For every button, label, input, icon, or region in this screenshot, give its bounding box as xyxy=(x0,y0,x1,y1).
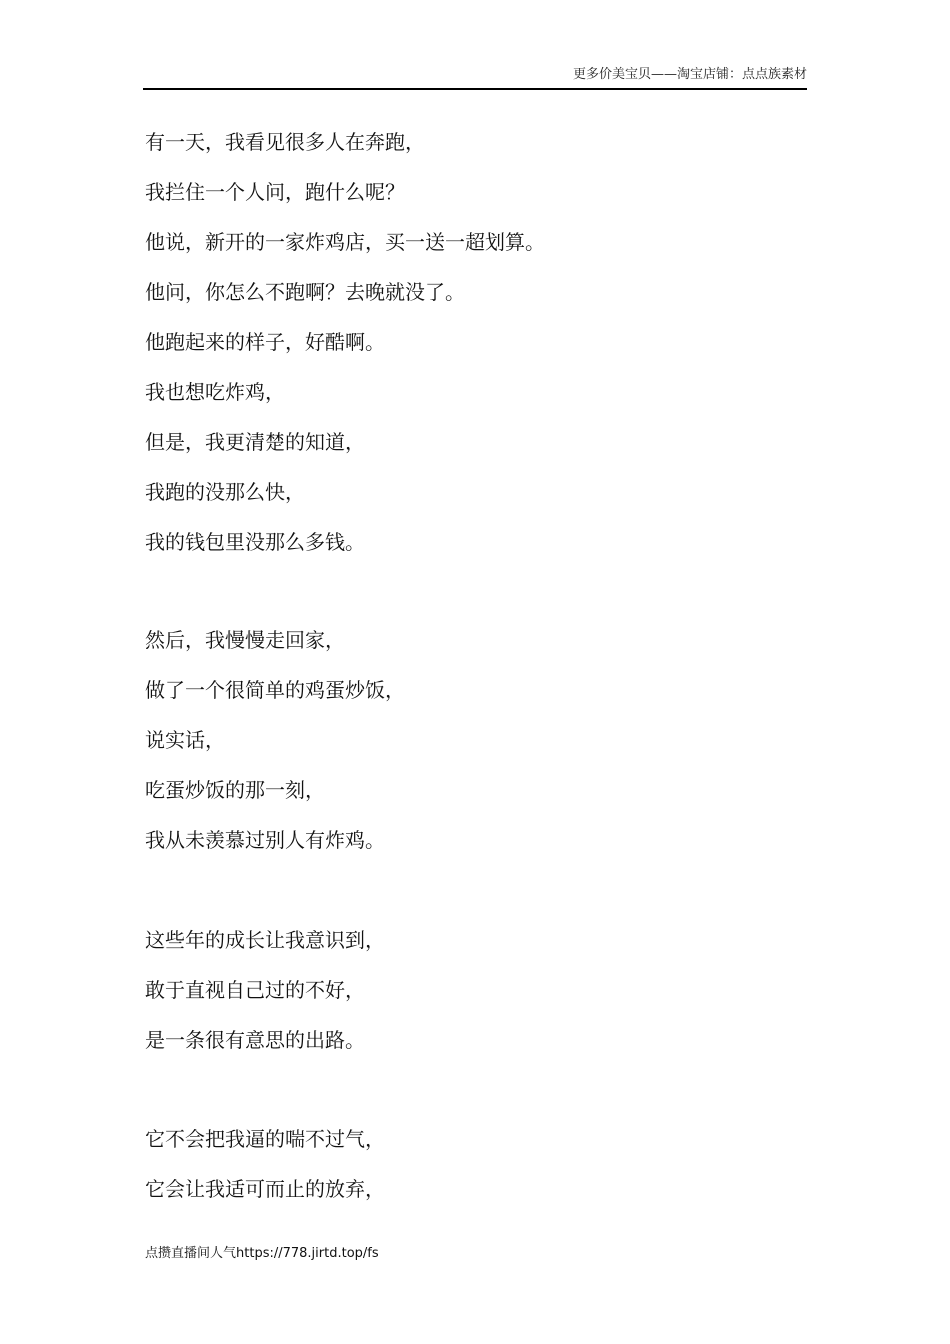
body-line: 吃蛋炒饭的那一刻， xyxy=(145,778,325,802)
page-header xyxy=(143,66,807,90)
body-line: 我的钱包里没那么多钱。 xyxy=(145,530,365,554)
body-line: 说实话， xyxy=(145,728,225,752)
body-line: 然后，我慢慢走回家， xyxy=(145,628,345,652)
body-line: 做了一个很简单的鸡蛋炒饭， xyxy=(145,678,405,702)
body-line: 他问，你怎么不跑啊？去晚就没了。 xyxy=(145,280,465,304)
body-line: 我跑的没那么快， xyxy=(145,480,305,504)
header-text: 更多价美宝贝——淘宝店铺：点点族素材 xyxy=(572,67,807,82)
footer-label: 点攒直播间人气 xyxy=(145,1246,237,1261)
body-line: 他说，新开的一家炸鸡店，买一送一超划算。 xyxy=(145,230,545,254)
body-line: 我从未羡慕过别人有炸鸡。 xyxy=(145,828,385,852)
body-line: 是一条很有意思的出路。 xyxy=(145,1028,365,1052)
body-line: 他跑起来的样子，好酷啊。 xyxy=(145,330,385,354)
body-line: 敢于直视自己过的不好， xyxy=(145,978,365,1002)
body-line: 它不会把我逼的喘不过气， xyxy=(145,1127,385,1151)
footer-link[interactable]: https://778.jirtd.top/fs xyxy=(236,1246,379,1261)
body-line: 我也想吃炸鸡， xyxy=(145,380,285,404)
body-line: 这些年的成长让我意识到， xyxy=(145,928,385,952)
body-line: 有一天，我看见很多人在奔跑， xyxy=(145,130,425,154)
body-line: 但是，我更清楚的知道， xyxy=(145,430,365,454)
body-line: 我拦住一个人问，跑什么呢？ xyxy=(145,180,405,204)
page-footer xyxy=(145,1246,379,1262)
body-line: 它会让我适可而止的放弃， xyxy=(145,1177,385,1201)
